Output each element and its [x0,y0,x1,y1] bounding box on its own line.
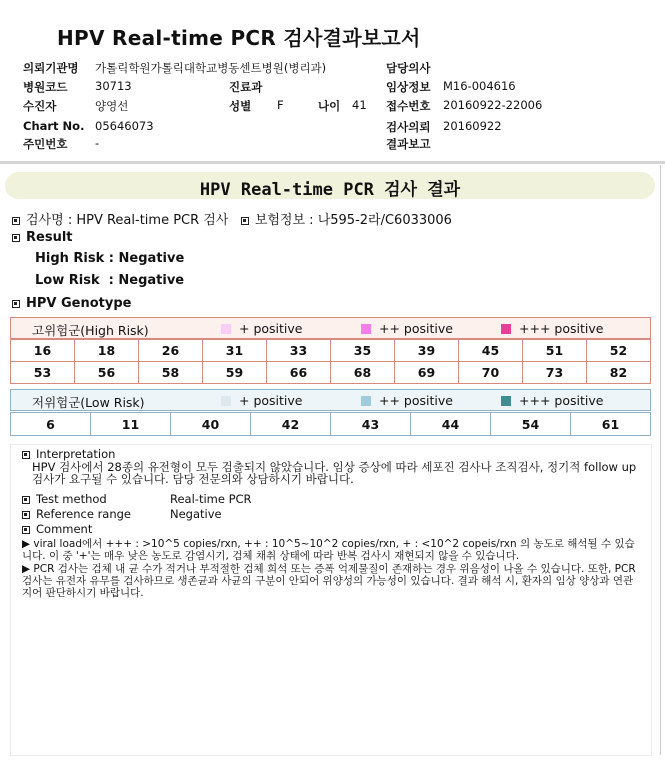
insurance-value: 나595-2라/C6033006 [317,213,452,228]
patient-value: 양영선 [95,99,129,113]
dept-label: 진료과 [229,80,263,94]
checkbox-icon [22,511,30,519]
sex-value: F [277,98,284,112]
org-value: 가톨릭학원가톨릭대학교병동센트병원(병리과) [95,61,327,75]
report-header [0,0,665,160]
genotype-cell: 82 [587,362,651,384]
genotype-cell: 43 [331,413,411,436]
age-value: 41 [352,98,367,112]
legend-swatch-icon [361,396,371,406]
receipt-label: 접수번호 [386,99,431,113]
legend-plus3: +++ positive [501,393,603,408]
doctor-label: 담당의사 [386,61,431,75]
table-row [11,340,651,362]
checkbox-icon [22,526,30,534]
patient-label: 수진자 [23,99,57,113]
legend-swatch-icon [501,324,511,334]
high-risk-result: High Risk : Negative [35,251,185,266]
age-label: 나이 [318,99,341,113]
clinical-label: 임상정보 [386,80,431,94]
legend-plus3: +++ positive [501,321,603,336]
checkbox-icon [12,300,20,308]
comment-viral-load: ▶ viral load에서 +++ : >10^5 copies/rxn, ++ : 10^5~10^2 copies/rxn, + : <10^2 copeis/rxn 의 농도로 해석될 수 있습니다. 이 중 '+'는 매우 낮은 농도로 감염시기, 검체 채취 상태에 따라 반복 검사시 재현되지 않을 수 있습니다. [22,538,635,562]
genotype-cell: 70 [459,362,523,384]
comment-heading: Comment [22,522,92,536]
comment-pcr-limits: ▶ PCR 검사는 검체 내 균 수가 적거나 부적절한 검체 희석 또는 증폭 억제물질이 존재하는 경우 위음성이 나올 수 있습니다. 또한, PCR 검사는 유전자 유무를 검사하므로 생존균과 사균의 구분이 안되어 위양성의 가능성이 있습니다. 결과 해석 시, 환자의 임상 양상과 연관지어 판단하시기 바랍니다. [22,563,636,599]
checkbox-icon [22,496,30,504]
clinical-value: M16-004616 [443,79,516,93]
genotype-cell: 61 [571,413,651,436]
legend-swatch-icon [221,324,231,334]
genotype-cell: 33 [267,340,331,362]
checkbox-icon [22,451,30,459]
genotype-cell: 35 [331,340,395,362]
insurance-label: 보험정보 [254,213,306,228]
low-risk-table [10,412,651,436]
test-line: 검사명 : HPV Real-time PCR 검사 보험정보 : 나595-2라/C6033006 [12,209,452,228]
genotype-cell: 6 [11,413,91,436]
legend-swatch-icon [221,396,231,406]
genotype-cell: 52 [587,340,651,362]
genotype-cell: 11 [91,413,171,436]
report-label: 결과보고 [386,137,431,151]
genotype-heading: HPV Genotype [12,296,131,311]
result-banner [5,172,655,199]
org-row [23,60,79,76]
genotype-cell: 45 [459,340,523,362]
legend-plus: + positive [221,321,302,336]
header-divider [0,161,665,164]
low-risk-title: 저위험군(Low Risk) [32,395,145,410]
genotype-cell: 31 [203,340,267,362]
genotype-cell: 40 [171,413,251,436]
genotype-cell: 42 [251,413,331,436]
test-method-row: Test method [22,492,107,506]
test-name-label: 검사명 [26,213,64,228]
genotype-cell: 18 [75,340,139,362]
genotype-cell: 68 [331,362,395,384]
genotype-cell: 16 [11,340,75,362]
hospital-code-label: 병원코드 [23,80,68,94]
checkbox-icon [241,217,249,225]
checkbox-icon [12,234,20,242]
legend-swatch-icon [501,396,511,406]
hospital-code-value: 30713 [95,79,132,93]
org-label: 의뢰기관명 [23,61,79,75]
genotype-cell: 69 [395,362,459,384]
test-method-value: Real-time PCR [170,492,252,506]
report-title: HPV Real-time PCR 검사결과보고서 [57,26,421,50]
low-risk-header [10,389,651,411]
genotype-cell: 39 [395,340,459,362]
genotype-cell: 56 [75,362,139,384]
reference-range-row: Reference range [22,507,131,521]
genotype-cell: 54 [491,413,571,436]
legend-plus2: ++ positive [361,393,453,408]
genotype-cell: 58 [139,362,203,384]
genotype-cell: 73 [523,362,587,384]
test-name-value: HPV Real-time PCR 검사 [76,213,229,228]
legend-plus2: ++ positive [361,321,453,336]
high-risk-table [10,339,651,384]
legend-plus: + positive [221,393,302,408]
chart-label: Chart No. [23,119,85,133]
interpretation-heading: Interpretation [22,447,115,461]
chart-value: 05646073 [95,119,154,133]
sex-label: 성별 [229,99,252,113]
interpretation-text: HPV 검사에서 28종의 유전형이 모두 검출되지 않았습니다. 임상 증상에 따라 세포진 검사나 조직검사, 정기적 follow up 검사가 요구될 수 있습니다. 담당 전문의와 상담하시기 바랍니다. [32,460,637,486]
table-row [11,413,651,436]
resident-value: - [95,136,100,150]
low-risk-result: Low Risk : Negative [35,273,185,288]
high-risk-value: Negative [118,251,185,266]
genotype-cell: 53 [11,362,75,384]
result-banner-title: HPV Real-time PCR 검사 결과 [199,180,461,200]
interpretation-box [10,444,652,756]
legend-swatch-icon [361,324,371,334]
high-risk-title: 고위험군(High Risk) [32,323,149,338]
resident-label: 주민번호 [23,137,68,151]
request-value: 20160922 [443,119,502,133]
genotype-cell: 44 [411,413,491,436]
low-risk-value: Negative [118,273,185,288]
genotype-cell: 26 [139,340,203,362]
genotype-cell: 66 [267,362,331,384]
request-label: 검사의뢰 [386,120,431,134]
table-row [11,362,651,384]
genotype-cell: 59 [203,362,267,384]
checkbox-icon [12,217,20,225]
genotype-cell: 51 [523,340,587,362]
result-heading: Result [12,230,73,245]
reference-range-value: Negative [170,507,222,521]
receipt-value: 20160922-22006 [443,98,543,112]
high-risk-header [10,317,651,339]
